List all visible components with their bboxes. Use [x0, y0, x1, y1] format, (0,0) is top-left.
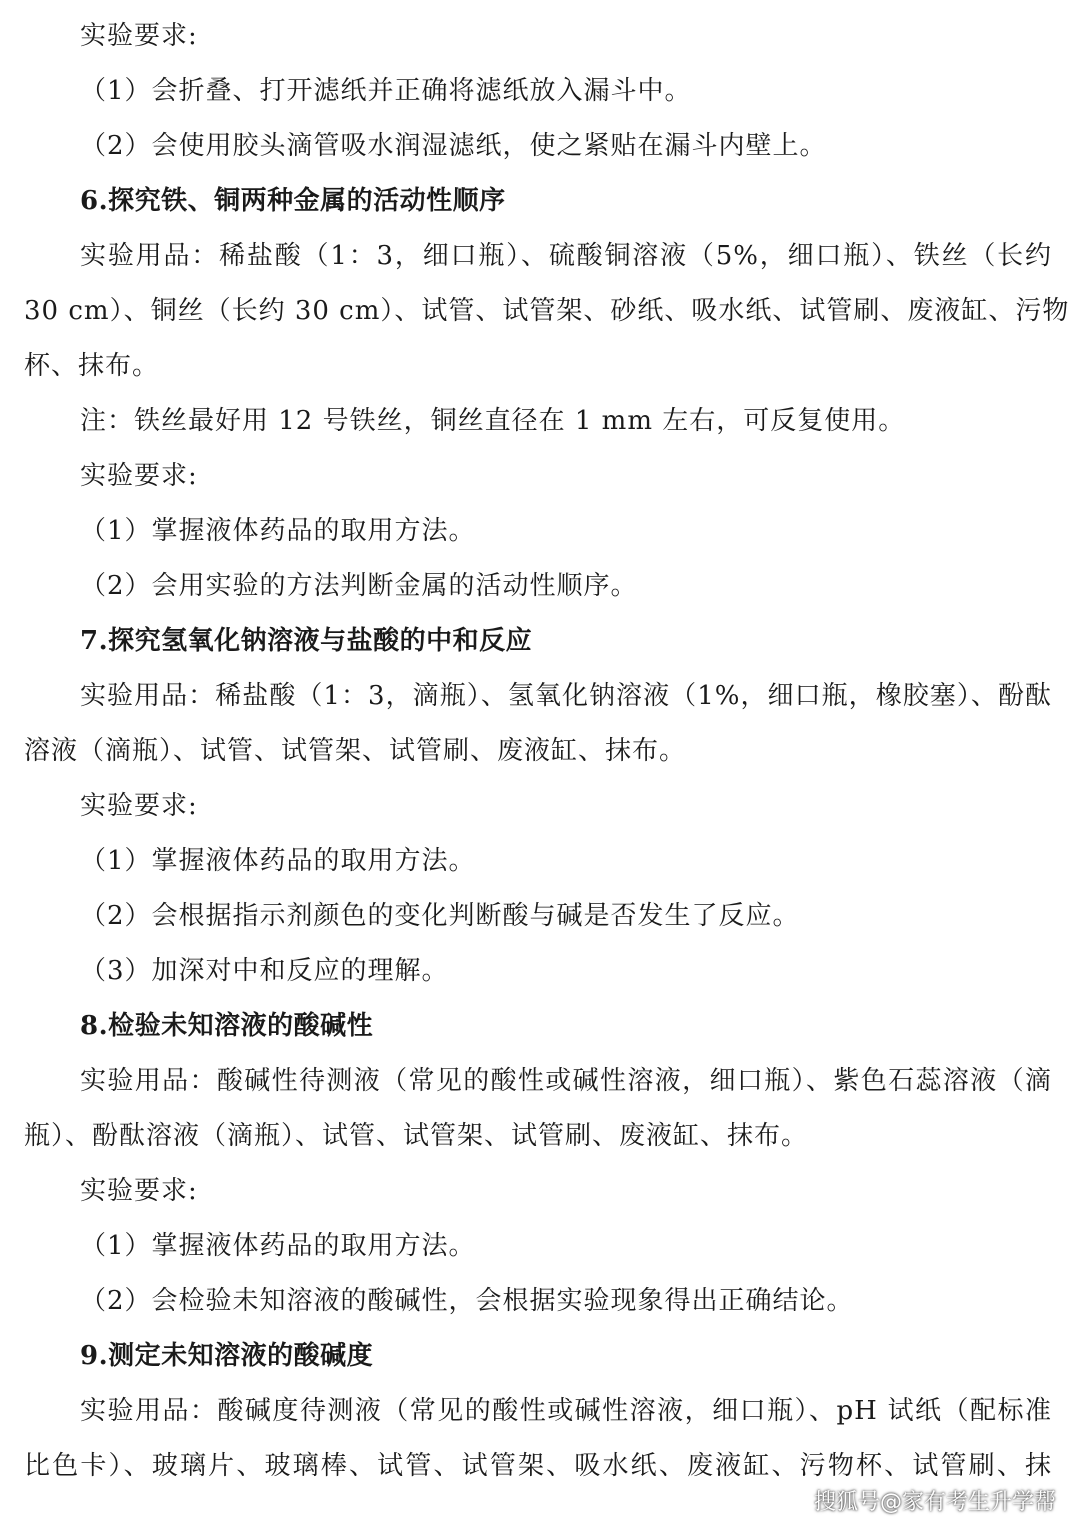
materials-text: 瓶）、酚酞溶液（滴瓶）、试管、试管架、试管刷、废液缸、抹布。	[24, 1121, 809, 1151]
section-heading-6: 6.探究铁、铜两种金属的活动性顺序	[80, 186, 506, 216]
materials-text: 实验用品：酸碱度待测液（常见的酸性或碱性溶液，细口瓶）、pH 试纸（配标准	[80, 1396, 1052, 1426]
source-watermark: 搜狐号@家有考生升学帮	[813, 1490, 1056, 1515]
requirement-item: （1）会折叠、打开滤纸并正确将滤纸放入漏斗中。	[80, 76, 692, 106]
section-heading-7: 7.探究氢氧化钠溶液与盐酸的中和反应	[80, 626, 533, 656]
requirement-item: （1）掌握液体药品的取用方法。	[80, 846, 476, 876]
requirement-item: （2）会用实验的方法判断金属的活动性顺序。	[80, 571, 638, 601]
requirement-item: （1）掌握液体药品的取用方法。	[80, 1231, 476, 1261]
requirements-label: 实验要求:	[80, 21, 198, 51]
materials-text: 实验用品：稀盐酸（1：3，滴瓶）、氢氧化钠溶液（1%，细口瓶，橡胶塞）、酚酞	[80, 681, 1052, 711]
materials-text: 实验用品：稀盐酸（1：3，细口瓶）、硫酸铜溶液（5%，细口瓶）、铁丝（长约	[80, 241, 1052, 271]
materials-text: 比色卡）、玻璃片、玻璃棒、试管、试管架、吸水纸、废液缸、污物杯、试管刷、抹	[24, 1451, 1052, 1481]
requirement-item: （2）会使用胶头滴管吸水润湿滤纸，使之紧贴在漏斗内壁上。	[80, 131, 827, 161]
requirement-item: （3）加深对中和反应的理解。	[80, 956, 449, 986]
section-heading-8: 8.检验未知溶液的酸碱性	[80, 1011, 374, 1041]
requirement-item: （2）会检验未知溶液的酸碱性，会根据实验现象得出正确结论。	[80, 1286, 854, 1316]
materials-text: 杯、抹布。	[24, 351, 160, 381]
requirements-label: 实验要求:	[80, 461, 198, 491]
note-text: 注：铁丝最好用 12 号铁丝，铜丝直径在 1 mm 左右，可反复使用。	[80, 406, 906, 436]
requirement-item: （1）掌握液体药品的取用方法。	[80, 516, 476, 546]
requirement-item: （2）会根据指示剂颜色的变化判断酸与碱是否发生了反应。	[80, 901, 800, 931]
materials-text: 30 cm）、铜丝（长约 30 cm）、试管、试管架、砂纸、吸水纸、试管刷、废液缸、污物	[24, 296, 1070, 326]
materials-text: 实验用品：酸碱性待测液（常见的酸性或碱性溶液，细口瓶）、紫色石蕊溶液（滴	[80, 1066, 1052, 1096]
requirements-label: 实验要求:	[80, 791, 198, 821]
materials-text: 溶液（滴瓶）、试管、试管架、试管刷、废液缸、抹布。	[24, 736, 687, 766]
requirements-label: 实验要求:	[80, 1176, 198, 1206]
section-heading-9: 9.测定未知溶液的酸碱度	[80, 1341, 374, 1371]
